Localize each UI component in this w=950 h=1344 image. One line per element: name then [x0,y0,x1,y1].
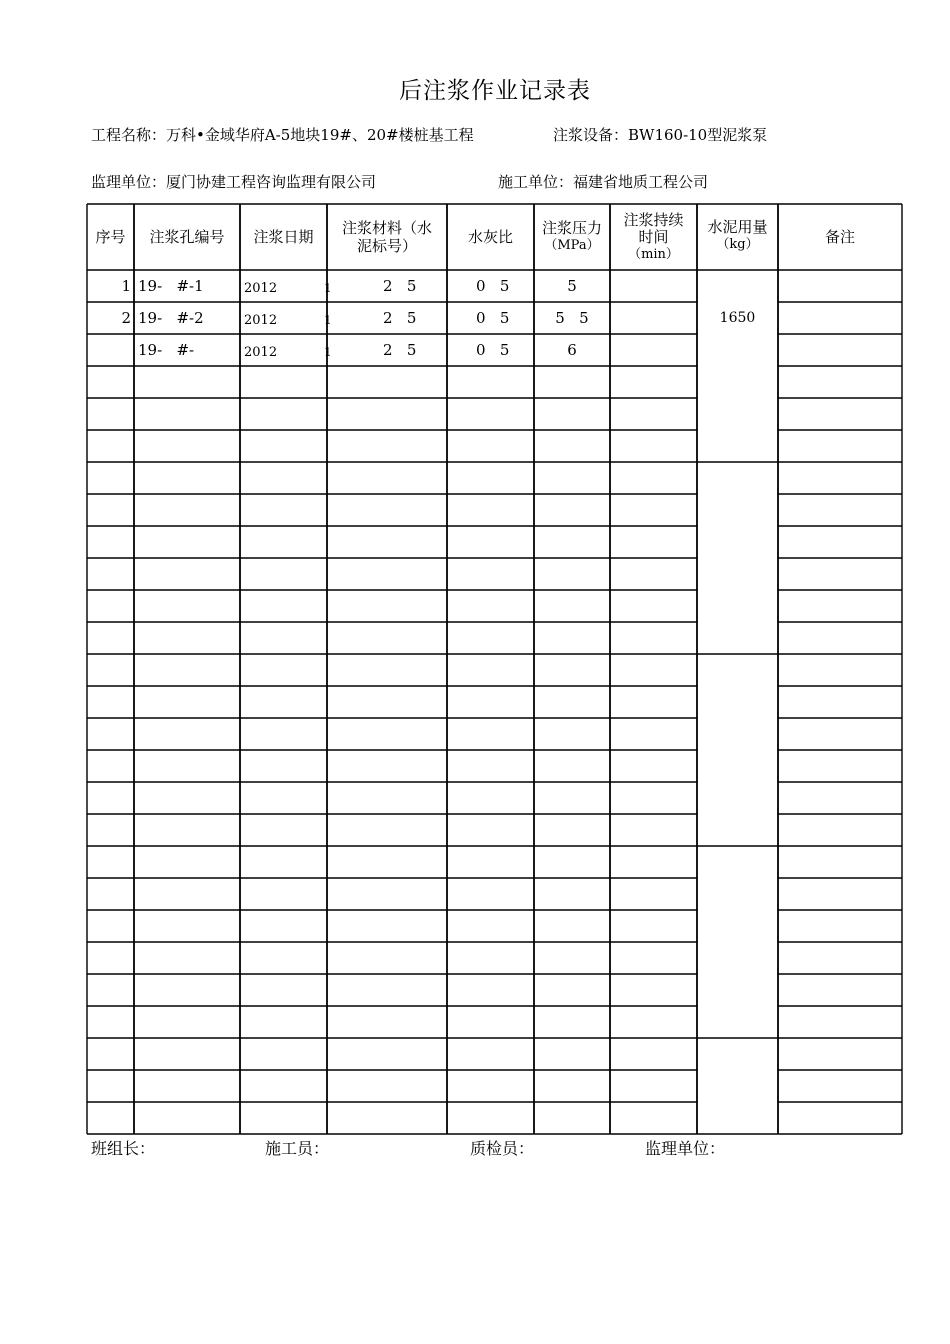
construction-unit: 施工单位：福建省地质工程公司 [498,173,709,191]
team-leader-label: 班组长： [91,1139,156,1158]
project-name: 工程名称：万科•金域华府A-5地块19#、20#楼桩基工程 [91,126,474,144]
seq-cell: 2 [121,309,131,327]
constructor-label: 施工员： [265,1139,330,1158]
date-cell: 2012 [244,345,278,360]
pressure-cell: 5 [567,277,577,295]
hole-cell: 19- #-1 [138,277,204,295]
material-cell: 2 5 [383,277,417,295]
grouting-equipment: 注浆设备：BW160-10型泥浆泵 [553,126,768,144]
header-pressure: 注浆压力 （MPa） [541,219,602,253]
pressure-cell: 5 5 [555,309,589,327]
hole-cell: 19- #-2 [138,309,204,327]
date-suffix-cell: 1 [324,281,332,295]
cement-amount-cell: 1650 [719,310,756,326]
date-cell: 2012 [244,281,278,296]
pressure-cell: 6 [567,341,577,359]
document-title: 后注浆作业记录表 [399,78,591,104]
supervision-signature-label: 监理单位： [645,1139,726,1158]
ratio-cell: 0 5 [476,341,510,359]
header-hole-number: 注浆孔编号 [149,228,225,246]
header-water-cement-ratio: 水灰比 [467,228,513,246]
ratio-cell: 0 5 [476,309,510,327]
header-duration: 注浆持续 时间 （min） [623,210,684,262]
header-seq: 序号 [95,228,126,246]
material-cell: 2 5 [383,309,417,327]
material-cell: 2 5 [383,341,417,359]
header-material: 注浆材料（水 泥标号） [341,219,432,255]
supervision-unit: 监理单位：厦门协建工程咨询监理有限公司 [91,173,377,191]
date-suffix-cell: 1 [324,345,332,359]
header-cement-amount: 水泥用量 （kg） [707,218,768,252]
hole-cell: 19- #- [138,341,195,359]
header-remark: 备注 [824,228,855,246]
date-suffix-cell: 1 [324,313,332,327]
header-date: 注浆日期 [253,228,314,246]
ratio-cell: 0 5 [476,277,510,295]
date-cell: 2012 [244,313,278,328]
seq-cell: 1 [121,277,131,295]
quality-inspector-label: 质检员： [470,1139,535,1158]
